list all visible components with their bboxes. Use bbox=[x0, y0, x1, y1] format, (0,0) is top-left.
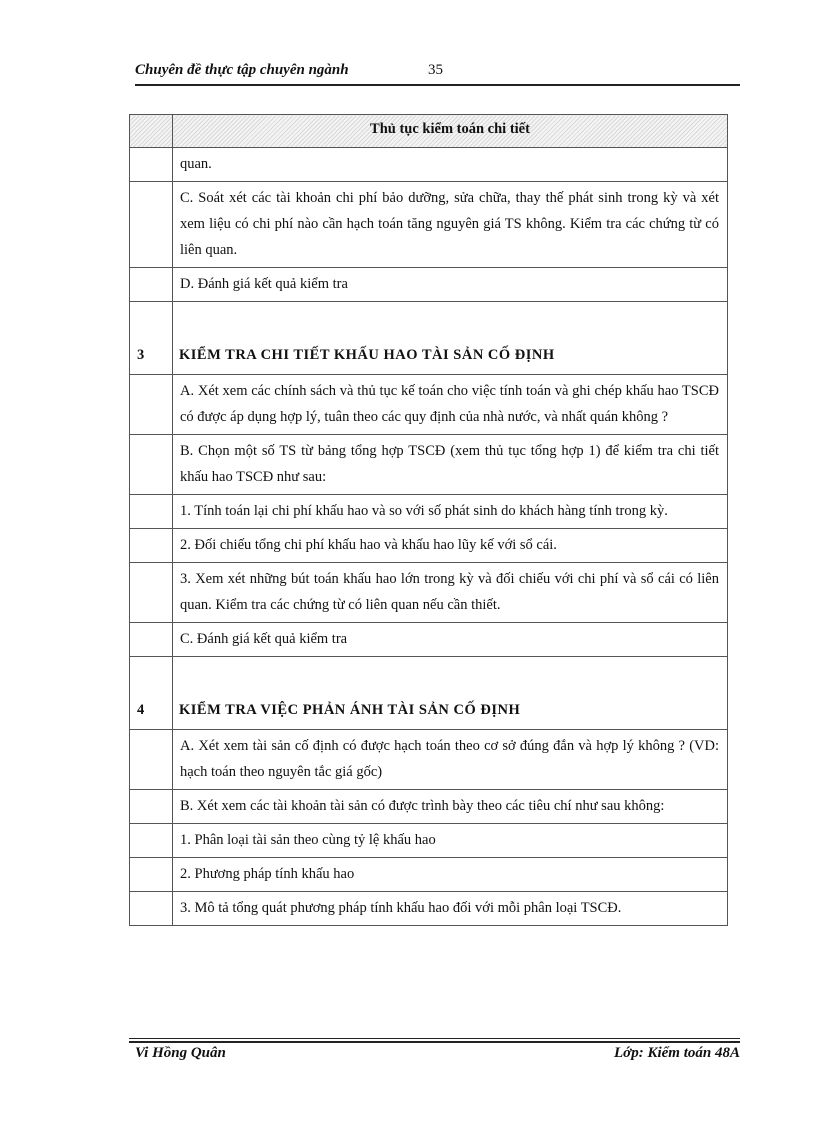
section-number: 4 bbox=[130, 657, 173, 730]
row-number bbox=[130, 435, 173, 495]
header-title-cell: Thủ tục kiểm toán chi tiết bbox=[173, 115, 728, 148]
table-row bbox=[130, 375, 728, 435]
row-text: quan. bbox=[173, 148, 728, 182]
row-number bbox=[130, 858, 173, 892]
row-text: A. Xét xem các chính sách và thủ tục kế toán cho việc tính toán và ghi chép khấu hao TSCĐ có được áp dụng hợp lý, tuân theo các quy định của nhà nước, và nhất quán không ? bbox=[173, 375, 728, 435]
footer-divider bbox=[129, 1038, 740, 1039]
table-row bbox=[130, 268, 728, 302]
row-text: C. Soát xét các tài khoản chi phí bảo dưỡng, sửa chữa, thay thế phát sinh trong kỳ và xét xem liệu có chi phí nào cần hạch toán tăng nguyên giá TS không. Kiểm tra các chứng từ có liên quan. bbox=[173, 182, 728, 268]
row-number bbox=[130, 182, 173, 268]
section-row bbox=[130, 302, 728, 375]
row-number bbox=[130, 529, 173, 563]
table-row bbox=[130, 824, 728, 858]
row-number bbox=[130, 730, 173, 790]
section-row bbox=[130, 657, 728, 730]
audit-procedures-table bbox=[129, 114, 728, 926]
table-row bbox=[130, 623, 728, 657]
row-number bbox=[130, 563, 173, 623]
table-row bbox=[130, 563, 728, 623]
page-header bbox=[135, 58, 740, 86]
row-number bbox=[130, 892, 173, 926]
row-text: B. Chọn một số TS từ bảng tổng hợp TSCĐ (xem thủ tục tổng hợp 1) để kiểm tra chi tiết khấu hao TSCĐ như sau: bbox=[173, 435, 728, 495]
author-name: Vi Hồng Quân bbox=[135, 1045, 226, 1061]
row-text: B. Xét xem các tài khoản tài sản có được trình bày theo các tiêu chí như sau không: bbox=[173, 790, 728, 824]
section-heading: KIỂM TRA CHI TIẾT KHẤU HAO TÀI SẢN CỐ ĐỊNH bbox=[173, 302, 728, 375]
table-row bbox=[130, 790, 728, 824]
row-text: 1. Phân loại tài sản theo cùng tỷ lệ khấu hao bbox=[173, 824, 728, 858]
row-text: 2. Phương pháp tính khấu hao bbox=[173, 858, 728, 892]
row-number bbox=[130, 623, 173, 657]
footer-divider bbox=[129, 1041, 740, 1043]
row-text: D. Đánh giá kết quả kiểm tra bbox=[173, 268, 728, 302]
table-row bbox=[130, 148, 728, 182]
table-row bbox=[130, 495, 728, 529]
table-row bbox=[130, 529, 728, 563]
table-row bbox=[130, 730, 728, 790]
table-row bbox=[130, 182, 728, 268]
page-number: 35 bbox=[428, 62, 443, 78]
row-text: C. Đánh giá kết quả kiểm tra bbox=[173, 623, 728, 657]
table-header-row bbox=[130, 115, 728, 148]
row-text: 2. Đối chiếu tổng chi phí khấu hao và khấu hao lũy kế với sổ cái. bbox=[173, 529, 728, 563]
document-title: Chuyên đề thực tập chuyên ngành bbox=[135, 62, 349, 78]
row-number bbox=[130, 375, 173, 435]
section-heading: KIỂM TRA VIỆC PHẢN ÁNH TÀI SẢN CỐ ĐỊNH bbox=[173, 657, 728, 730]
table-row bbox=[130, 892, 728, 926]
row-number bbox=[130, 790, 173, 824]
row-text: 3. Mô tả tổng quát phương pháp tính khấu hao đối với mỗi phân loại TSCĐ. bbox=[173, 892, 728, 926]
row-number bbox=[130, 148, 173, 182]
header-number-cell bbox=[130, 115, 173, 148]
table-row bbox=[130, 858, 728, 892]
section-number: 3 bbox=[130, 302, 173, 375]
class-label: Lớp: Kiểm toán 48A bbox=[614, 1045, 740, 1061]
table-row bbox=[130, 435, 728, 495]
row-number bbox=[130, 495, 173, 529]
row-text: 1. Tính toán lại chi phí khấu hao và so với số phát sinh do khách hàng tính trong kỳ. bbox=[173, 495, 728, 529]
row-text: 3. Xem xét những bút toán khấu hao lớn trong kỳ và đối chiếu với chi phí và sổ cái có liên quan. Kiểm tra các chứng từ có liên quan nếu cần thiết. bbox=[173, 563, 728, 623]
row-number bbox=[130, 824, 173, 858]
row-number bbox=[130, 268, 173, 302]
row-text: A. Xét xem tài sản cố định có được hạch toán theo cơ sở đúng đắn và hợp lý không ? (VD: hạch toán theo nguyên tắc giá gốc) bbox=[173, 730, 728, 790]
